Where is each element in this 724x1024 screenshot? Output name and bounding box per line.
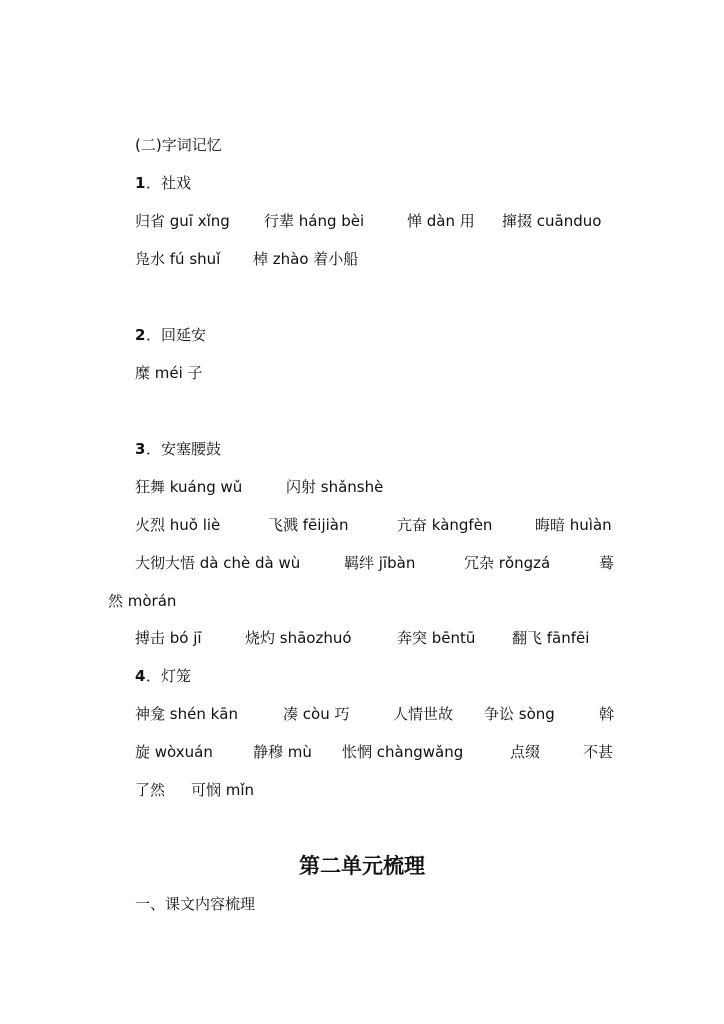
vocab-row [0, 475, 724, 499]
lesson-number: 1 [135, 174, 146, 192]
lesson-title: ．安塞腰鼓 [146, 440, 222, 458]
vocab-item: 狂舞 kuáng wǔ [135, 478, 243, 496]
vocab-row [0, 247, 724, 271]
vocab-item: 闪射 shǎnshè [286, 478, 384, 496]
vocab-row [0, 740, 724, 764]
vocab-item: 火烈 huǒ liè [135, 516, 221, 534]
vocab-item: 蓦 [599, 554, 615, 572]
lesson-number: 3 [135, 440, 146, 458]
vocab-item: 旋 wòxuán [135, 743, 213, 761]
vocab-item: 神龛 shén kān [135, 705, 238, 723]
vocab-item: 羁绊 jībàn [344, 554, 416, 572]
vocab-row [0, 209, 724, 233]
lesson-title: ．灯笼 [146, 667, 192, 685]
vocab-item: 棹 zhào 着小船 [253, 250, 359, 268]
vocab-item: 了然 [135, 781, 166, 799]
vocab-item: 人情世故 [393, 705, 454, 723]
lesson-title: ．回延安 [146, 326, 207, 344]
unit-title: 第二单元梳理 [299, 854, 425, 878]
vocab-item: 奔突 bēntū [397, 629, 476, 647]
vocab-item: 烧灼 shāozhuó [245, 629, 352, 647]
lesson-1-heading [0, 171, 724, 195]
unit-subheading-line [0, 892, 724, 916]
vocab-item: 斡 [599, 705, 615, 723]
vocab-item: 飞溅 fēijiàn [268, 516, 349, 534]
lesson-number: 2 [135, 326, 146, 344]
vocab-item: 争讼 sòng [484, 705, 555, 723]
lesson-title: ．社戏 [146, 174, 192, 192]
vocab-row [0, 626, 724, 650]
vocab-item: 撺掇 cuānduo [502, 212, 602, 230]
vocab-item: 亢奋 kàngfèn [397, 516, 493, 534]
vocab-row [0, 778, 724, 802]
vocab-item: 怅惘 chàngwǎng [342, 743, 464, 761]
vocab-item: 可悯 mǐn [191, 781, 255, 799]
lesson-2-heading [0, 323, 724, 347]
vocab-row [0, 551, 724, 575]
vocab-item: 凑 còu 巧 [283, 705, 350, 723]
vocab-item: 晦暗 huìàn [535, 516, 612, 534]
lesson-number: 4 [135, 667, 146, 685]
vocab-item: 惮 dàn 用 [407, 212, 475, 230]
vocab-row [0, 513, 724, 537]
unit-subheading: 一、课文内容梳理 [135, 895, 256, 913]
vocab-item: 糜 méi 子 [135, 364, 203, 382]
vocab-item: 归省 guī xǐng [135, 212, 230, 230]
vocab-item: 不甚 [583, 743, 614, 761]
lesson-4-heading [0, 664, 724, 688]
lesson-3-heading [0, 437, 724, 461]
vocab-item: 然 mòrán [108, 592, 177, 610]
section-heading: (二)字词记忆 [135, 136, 222, 154]
vocab-row [0, 589, 724, 613]
vocab-item: 凫水 fú shuǐ [135, 250, 221, 268]
vocab-item: 静穆 mù [253, 743, 312, 761]
vocab-item: 翻飞 fānfēi [512, 629, 590, 647]
vocab-row [0, 702, 724, 726]
vocab-item: 点缀 [510, 743, 541, 761]
vocab-item: 冗杂 rǒngzá [464, 554, 551, 572]
vocab-item: 大彻大悟 dà chè dà wù [135, 554, 301, 572]
vocab-item: 行辈 háng bèi [264, 212, 365, 230]
vocab-row [0, 361, 724, 385]
vocab-item: 搏击 bó jī [135, 629, 202, 647]
section-heading-line [0, 133, 724, 157]
